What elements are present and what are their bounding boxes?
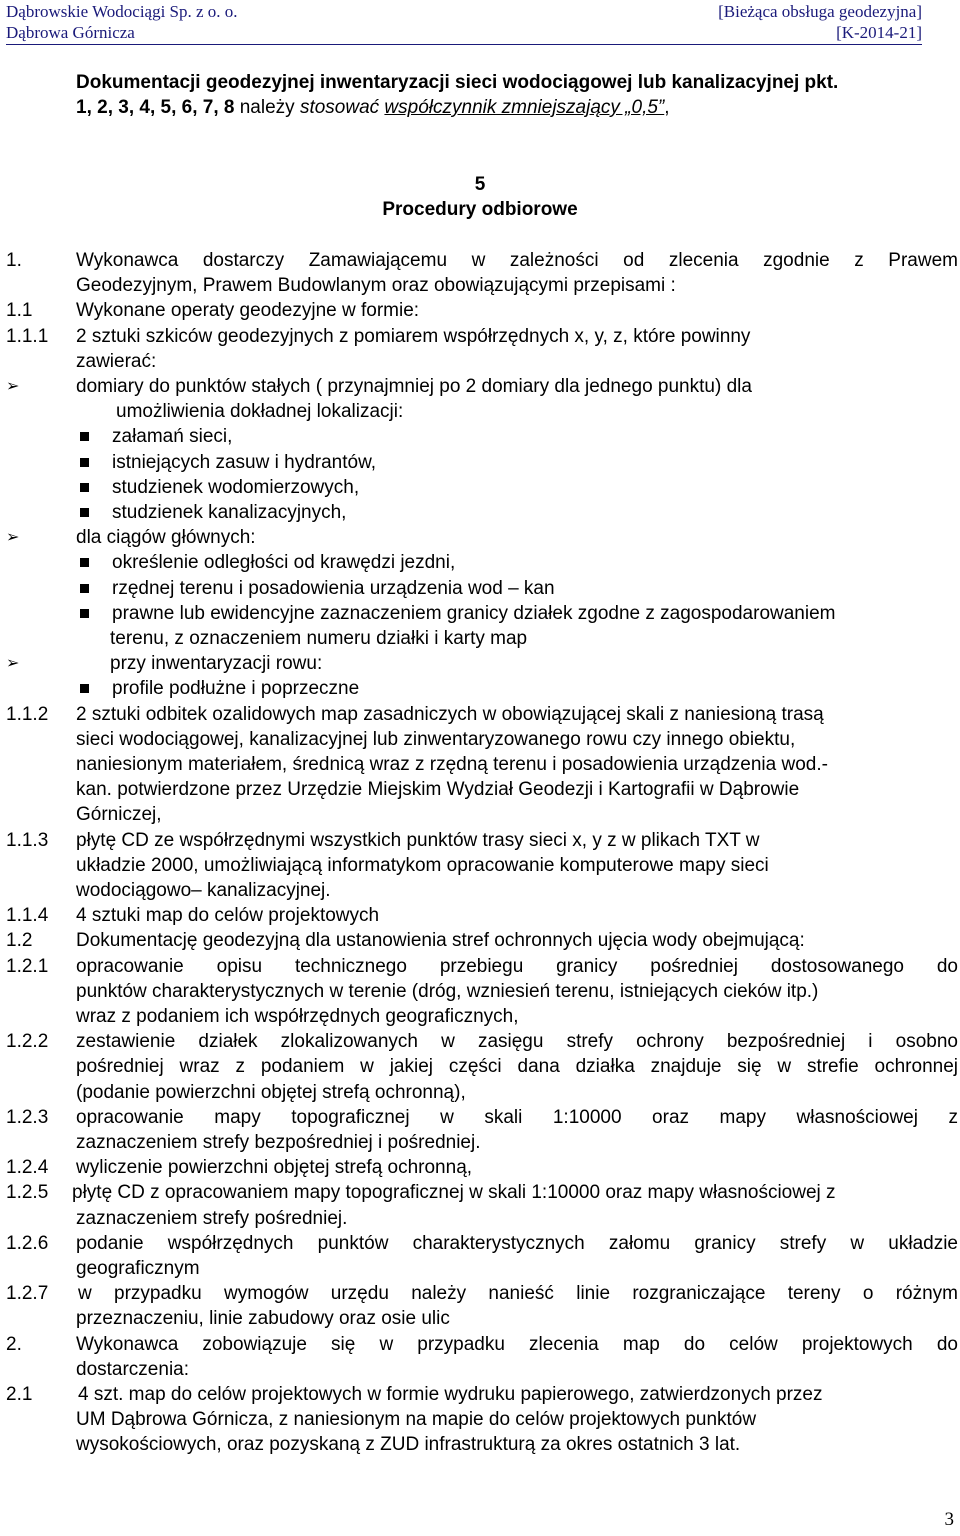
item-text: 4 szt. map do celów projektowych w formie wydruku papierowego, zatwierdzonych przez <box>78 1384 823 1405</box>
item-text: wraz z podaniem ich współrzędnych geograficznych, <box>76 1006 519 1027</box>
item-text: wyliczenie powierzchni objętej strefą ochronną, <box>76 1157 473 1179</box>
list-item-continuation <box>0 626 960 651</box>
item-text: pośredniej wraz z podaniem w jakiej części dana działka znajduje się w strefie ochronnej <box>76 1056 958 1078</box>
list-item-continuation <box>0 399 960 424</box>
list-item-continuation <box>0 349 960 374</box>
item-text: płytę CD ze współrzędnymi wszystkich punktów trasy sieci x, y z w plikach TXT w <box>76 829 760 851</box>
list-item <box>0 324 960 349</box>
bullet-item <box>0 576 960 601</box>
page-header <box>0 0 960 42</box>
arrow-item <box>0 651 960 676</box>
item-text: Dokumentację geodezyjną dla ustanowienia stref ochronnych ujęcia wody obejmującą: <box>76 930 805 952</box>
item-text: Wykonawca zobowiązuje się w przypadku zlecenia map do celów projektowych do <box>76 1333 958 1355</box>
item-text: studzienek wodomierzowych, <box>112 476 360 498</box>
item-text: zawierać: <box>76 350 157 372</box>
contract-number: [K-2014-21] <box>836 23 922 42</box>
list-item-continuation <box>0 1256 960 1281</box>
intro-apply: stosować <box>299 97 380 118</box>
item-text: określenie odległości od krawędzi jezdni, <box>112 552 456 574</box>
list-item <box>0 1180 960 1205</box>
item-text: zaznaczeniem strefy pośredniej. <box>76 1207 348 1229</box>
list-item-continuation <box>0 1306 960 1331</box>
item-text: Wykonawca dostarczy Zamawiającemu w zależności od zlecenia zgodnie z Prawem <box>76 250 958 271</box>
contract-title: [Bieżąca obsługa geodezyjna] <box>718 2 922 21</box>
item-text: istniejących zasuw i hydrantów, <box>112 451 377 473</box>
item-text: 2 sztuki szkiców geodezyjnych z pomiarem współrzędnych x, y, z, które powinny <box>76 325 751 347</box>
list-item-continuation <box>0 1206 960 1231</box>
bullet-item <box>0 424 960 449</box>
item-number: 1.1.3 <box>6 829 49 851</box>
square-bullet-icon <box>80 483 89 492</box>
item-text: sieci wodociągowej, kanalizacyjnej lub zinwentaryzowanego rowu czy innego obiektu, <box>76 728 796 750</box>
item-text: profile podłużne i poprzeczne <box>112 678 360 700</box>
intro-comma: , <box>664 97 670 118</box>
item-text: Górniczej, <box>76 804 162 826</box>
item-number: 1.1 <box>6 300 33 322</box>
list-item <box>0 1382 960 1407</box>
list-item <box>0 828 960 853</box>
list-item <box>0 1332 960 1357</box>
arrow-bullet-icon: ➢ <box>6 655 20 673</box>
item-text: UM Dąbrowa Górnicza, z naniesionym na mapie do celów projektowych punktów <box>76 1409 757 1431</box>
square-bullet-icon <box>80 609 89 618</box>
item-text: rzędnej terenu i posadowienia urządzenia wod – kan <box>112 577 555 599</box>
arrow-item <box>0 525 960 550</box>
item-text: domiary do punktów stałych ( przynajmniej po 2 domiary dla jednego punktu) dla <box>76 376 752 397</box>
square-bullet-icon <box>80 684 89 693</box>
square-bullet-icon <box>80 508 89 517</box>
list-item-continuation <box>0 1054 960 1079</box>
list-item-continuation <box>0 1432 960 1457</box>
item-text: podanie współrzędnych punktów charakterystycznych załomu granicy strefy w układzie <box>76 1232 958 1254</box>
list-item <box>0 954 960 979</box>
item-text: Geodezyjnym, Prawem Budowlanym oraz obowiązującymi przepisami : <box>76 275 676 297</box>
item-text: terenu, z oznaczeniem numeru działki i karty map <box>110 628 528 649</box>
bullet-item <box>0 500 960 525</box>
intro-verb: należy <box>234 97 300 118</box>
list-item-continuation <box>0 1004 960 1029</box>
item-text: prawne lub ewidencyjne zaznaczeniem granicy działek zgodne z zagospodarowaniem <box>112 602 836 624</box>
item-text: wysokościowych, oraz pozyskaną z ZUD infrastrukturą za okres ostatnich 3 lat. <box>76 1434 741 1456</box>
list-item-continuation <box>0 979 960 1004</box>
arrow-item <box>0 374 960 399</box>
item-text: opracowanie mapy topograficznej w skali 1:10000 oraz mapy własnościowej z <box>76 1106 958 1128</box>
square-bullet-icon <box>80 584 89 593</box>
list-item <box>0 1281 960 1306</box>
company-city: Dąbrowa Górnicza <box>6 23 135 42</box>
item-number: 2.1 <box>6 1384 33 1405</box>
square-bullet-icon <box>80 558 89 567</box>
item-number: 1.1.1 <box>6 325 49 347</box>
item-text: zaznaczeniem strefy bezpośredniej i pośredniej. <box>76 1132 481 1153</box>
intro-line-2 <box>76 95 956 120</box>
list-item-continuation <box>0 727 960 752</box>
intro-points: 1, 2, 3, 4, 5, 6, 7, 8 <box>76 97 235 118</box>
header-right <box>718 1 922 43</box>
square-bullet-icon <box>80 432 89 441</box>
item-text: kan. potwierdzone przez Urzędzie Miejskim Wydział Geodezji i Kartografii w Dąbrowie <box>76 779 800 801</box>
item-text: wodociągowo– kanalizacyjnej. <box>76 880 331 901</box>
item-number: 2. <box>6 1333 22 1355</box>
list-item-continuation <box>0 802 960 827</box>
item-text: umożliwienia dokładnej lokalizacji: <box>116 401 404 423</box>
item-text: przeznaczeniu, linie zabudowy oraz osie ulic <box>76 1308 450 1330</box>
item-number: 1.2.1 <box>6 955 49 977</box>
list-item <box>0 1029 960 1054</box>
list-item <box>0 702 960 727</box>
item-text: układzie 2000, umożliwiającą informatykom opracowanie komputerowe mapy sieci <box>76 854 769 876</box>
item-number: 1.2.5 <box>6 1182 49 1204</box>
bullet-item <box>0 676 960 701</box>
item-text: (podanie powierzchni objętej strefą ochronną), <box>76 1081 466 1103</box>
item-number: 1.1.4 <box>6 905 49 927</box>
intro-line-1: Dokumentacji geodezyjnej inwentaryzacji sieci wodociągowej lub kanalizacyjnej pkt. <box>76 72 839 93</box>
list-item <box>0 248 960 273</box>
list-item-continuation <box>0 1407 960 1432</box>
item-number: 1.1.2 <box>6 703 49 725</box>
item-text: dostarczenia: <box>76 1358 190 1380</box>
list-item <box>0 1155 960 1180</box>
page-number: 3 <box>944 1509 954 1530</box>
header-left <box>6 1 238 43</box>
list-item-continuation <box>0 752 960 777</box>
item-text: przy inwentaryzacji rowu: <box>110 653 323 675</box>
bullet-item <box>0 450 960 475</box>
item-text: studzienek kanalizacyjnych, <box>112 502 347 523</box>
list-item-continuation <box>0 853 960 878</box>
item-number: 1. <box>6 250 22 271</box>
company-name: Dąbrowskie Wodociągi Sp. z o. o. <box>6 2 238 21</box>
item-text: załamań sieci, <box>112 426 233 448</box>
item-number: 1.2.3 <box>6 1106 49 1128</box>
item-text: zestawienie działek zlokalizowanych w zasięgu strefy ochrony bezpośredniej i osobno <box>76 1031 958 1053</box>
item-text: dla ciągów głównych: <box>76 527 256 549</box>
list-item-continuation <box>0 1130 960 1155</box>
intro-paragraph <box>76 70 956 120</box>
list-item <box>0 928 960 953</box>
bullet-item <box>0 601 960 626</box>
list-item-continuation <box>0 1357 960 1382</box>
item-text: naniesionym materiałem, średnicą wraz z rzędną terenu i posadowienia urządzenia wod.- <box>76 754 828 775</box>
list-item-continuation <box>0 273 960 298</box>
item-text: w przypadku wymogów urzędu należy nanieść linie rozgraniczające tereny o różnym <box>78 1283 958 1305</box>
header-rule <box>6 44 922 45</box>
item-number: 1.2 <box>6 930 33 952</box>
item-text: 2 sztuki odbitek ozalidowych map zasadniczych w obowiązującej skali z naniesioną trasą <box>76 703 824 725</box>
item-number: 1.2.7 <box>6 1283 49 1305</box>
list-item <box>0 1105 960 1130</box>
item-text: płytę CD z opracowaniem mapy topograficznej w skali 1:10000 oraz mapy własnościowej z <box>72 1182 836 1204</box>
item-text: punktów charakterystycznych w terenie (dróg, wzniesień terenu, istniejących cieków itp.) <box>76 980 819 1002</box>
arrow-bullet-icon: ➢ <box>6 529 20 547</box>
list-item <box>0 903 960 928</box>
list-item <box>0 1231 960 1256</box>
item-number: 1.2.2 <box>6 1031 49 1053</box>
bullet-item <box>0 550 960 575</box>
list-item-continuation <box>0 878 960 903</box>
item-number: 1.2.6 <box>6 1232 49 1254</box>
section-title: Procedury odbiorowe <box>382 199 578 220</box>
item-text: Wykonane operaty geodezyjne w formie: <box>76 300 420 322</box>
list-item-continuation <box>0 1080 960 1105</box>
square-bullet-icon <box>80 458 89 467</box>
bullet-item <box>0 475 960 500</box>
arrow-bullet-icon: ➢ <box>6 378 20 395</box>
item-text: 4 sztuki map do celów projektowych <box>76 905 380 927</box>
item-text: geograficznym <box>76 1258 200 1279</box>
list-item-continuation <box>0 777 960 802</box>
section-number: 5 <box>474 174 486 195</box>
intro-coefficient: współczynnik zmniejszający „0,5” <box>384 97 665 118</box>
item-number: 1.2.4 <box>6 1157 49 1179</box>
list-item <box>0 298 960 323</box>
item-text: opracowanie opisu technicznego przebiegu granicy pośredniej dostosowanego do <box>76 955 958 977</box>
